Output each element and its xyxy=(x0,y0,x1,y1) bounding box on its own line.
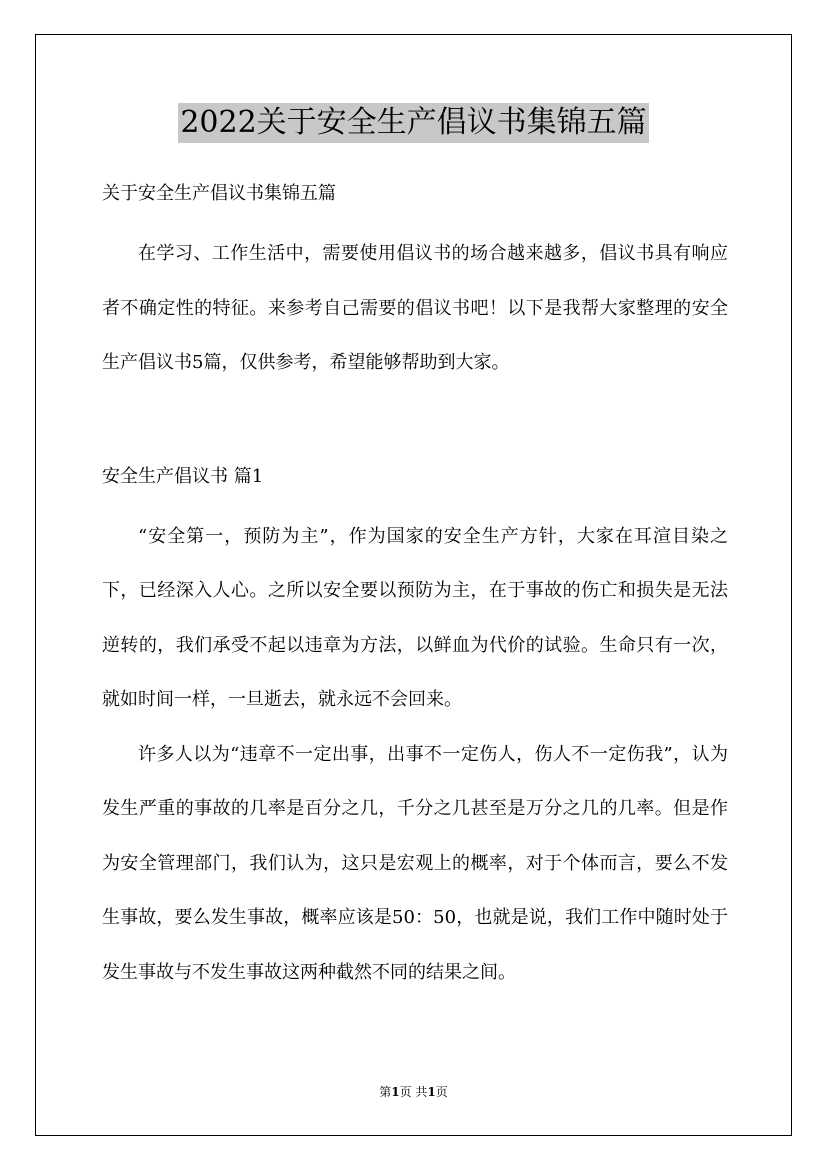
document-body xyxy=(102,174,728,1000)
footer-page-prefix: 第 xyxy=(379,1085,392,1099)
intro-paragraph: 在学习、工作生活中，需要使用倡议书的场合越来越多，倡议书具有响应者不确定性的特征。来参考自己需要的倡议书吧！以下是我帮大家整理的安全生产倡议书5篇，仅供参考，希望能够帮助到大家。 xyxy=(102,243,728,373)
document-subtitle: 关于安全生产倡议书集锦五篇 xyxy=(102,183,336,204)
section-heading: 安全生产倡议书 篇1 xyxy=(102,465,264,487)
document-title: 2022关于安全生产倡议书集锦五篇 xyxy=(178,103,648,143)
footer-page-total: 1 xyxy=(427,1085,436,1099)
footer-page-suffix: 页 xyxy=(435,1085,448,1099)
page-footer xyxy=(0,1084,827,1100)
footer-page-mid: 页 共 xyxy=(399,1085,428,1099)
section-paragraph: “安全第一，预防为主”，作为国家的安全生产方针，大家在耳渲目染之下，已经深入人心。之所以安全要以预防为主，在于事故的伤亡和损失是无法逆转的，我们承受不起以违章为方法，以鲜血为代价的试验。生命只有一次，就如时间一样，一旦逝去，就永远不会回来。 xyxy=(102,525,728,710)
section-paragraph: 许多人以为“违章不一定出事，出事不一定伤人，伤人不一定伤我”，认为发生严重的事故的几率是百分之几，千分之几甚至是万分之几的几率。但是作为安全管理部门，我们认为，这只是宏观上的概率，对于个体而言，要么不发生事故，要么发生事故，概率应该是50：50，也就是说，我们工作中随时处于发生事故与不发生事故这两种截然不同的结果之间。 xyxy=(102,743,728,983)
title-container xyxy=(0,103,827,143)
footer-page-current: 1 xyxy=(391,1085,400,1099)
